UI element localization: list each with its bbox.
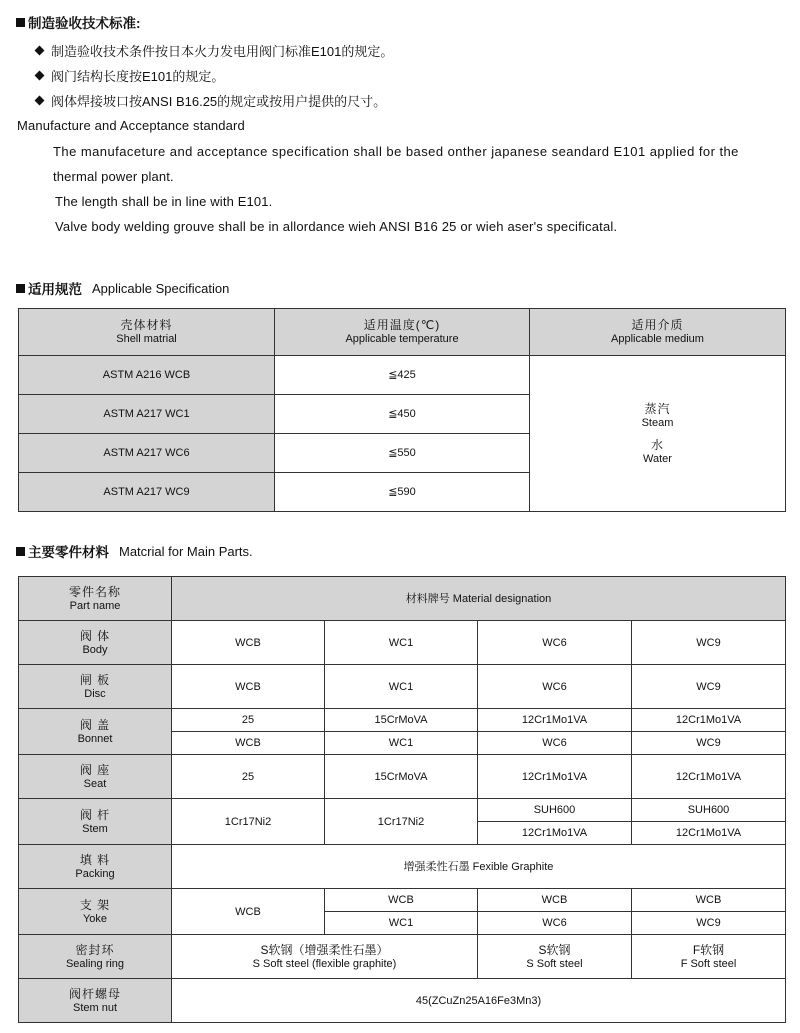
cell: SUH600 xyxy=(478,799,632,822)
cell: 12Cr1Mo1VA xyxy=(478,709,632,732)
part-seat xyxy=(19,755,172,799)
manufacture-en-line-4: Valve body welding grouve shall be in allordance wieh ANSI B16 25 or wieh aser's specificatal. xyxy=(55,219,618,234)
cell-cn: S软钢（增强柔性石墨） xyxy=(260,942,389,957)
cell: WC9 xyxy=(632,732,786,755)
part-en: Body xyxy=(82,643,108,656)
cell-en: F Soft steel xyxy=(680,957,737,970)
part-yoke xyxy=(19,889,172,935)
cell xyxy=(172,935,478,979)
manufacture-en-line-2: thermal power plant. xyxy=(53,169,174,184)
part-cn: 阀 体 xyxy=(79,628,111,643)
temperature-cell: ≦550 xyxy=(275,434,530,473)
part-en: Stem nut xyxy=(72,1001,118,1014)
header-cn: 适用温度(℃) xyxy=(363,318,441,332)
applicable-spec-table xyxy=(18,308,786,512)
header-shell-material xyxy=(19,309,275,356)
part-en: Seat xyxy=(83,777,107,790)
cell: 15CrMoVA xyxy=(325,755,478,799)
parts-title-en: Matcrial for Main Parts. xyxy=(119,543,253,559)
header-cn: 零件名称 xyxy=(68,584,121,599)
part-en: Yoke xyxy=(82,912,108,925)
cell: WCB xyxy=(172,665,325,709)
bullet-text: 制造验收技术条件按日本火力发电用阀门标准E101的规定。 xyxy=(51,44,394,59)
cell: 25 xyxy=(172,755,325,799)
medium-cell xyxy=(530,356,786,512)
cell: 12Cr1Mo1VA xyxy=(632,822,786,845)
part-en: Stem xyxy=(82,822,108,835)
manufacture-title xyxy=(16,12,141,32)
cell: WC9 xyxy=(632,621,786,665)
cell: WCB xyxy=(325,889,478,912)
cell-cn: F软钢 xyxy=(692,942,725,957)
part-cn: 支 架 xyxy=(79,897,111,912)
header-cn: 适用介质 xyxy=(631,318,684,332)
cell: WC9 xyxy=(632,665,786,709)
parts-title-cn: 主要零件材料 xyxy=(28,545,109,560)
cell-en: S Soft steel xyxy=(526,957,583,970)
part-disc xyxy=(19,665,172,709)
water-cn: 水 xyxy=(650,437,664,452)
diamond-bullet-icon xyxy=(35,96,45,106)
temperature-cell: ≦450 xyxy=(275,395,530,434)
part-stem xyxy=(19,799,172,845)
parts-title xyxy=(16,541,253,561)
part-sealing-ring xyxy=(19,935,172,979)
square-bullet-icon xyxy=(16,547,25,556)
header-en: Shell matrial xyxy=(116,333,177,345)
manufacture-title-text: 制造验收技术标准: xyxy=(28,16,141,31)
manufacture-en-line-1: The manufaceture and acceptance specification shall be based onther japanese seandard E101 applied for the xyxy=(53,144,739,159)
cell: WCB xyxy=(172,889,325,935)
applicable-title xyxy=(16,278,229,298)
cell: WC1 xyxy=(325,621,478,665)
part-packing xyxy=(19,845,172,889)
applicable-title-cn: 适用规范 xyxy=(28,282,82,297)
main-parts-table xyxy=(18,576,786,1023)
bullet-text: 阀门结构长度按E101的规定。 xyxy=(51,69,225,84)
cell: WCB xyxy=(478,889,632,912)
part-stem-nut xyxy=(19,979,172,1023)
cell xyxy=(478,935,632,979)
part-cn: 阀 座 xyxy=(79,762,111,777)
temperature-cell: ≦590 xyxy=(275,473,530,512)
header-en: Part name xyxy=(69,599,121,612)
part-cn: 阀 杆 xyxy=(79,807,111,822)
part-cn: 填 料 xyxy=(79,852,111,867)
manufacture-en-title: Manufacture and Acceptance standard xyxy=(17,118,245,133)
cell: 45(ZCuZn25A16Fe3Mn3) xyxy=(172,979,786,1023)
material-designation-header: 材料牌号 Material designation xyxy=(172,577,786,621)
cell: WC6 xyxy=(478,621,632,665)
cell: 15CrMoVA xyxy=(325,709,478,732)
cell: 1Cr17Ni2 xyxy=(325,799,478,845)
cell: SUH600 xyxy=(632,799,786,822)
part-cn: 阀杆螺母 xyxy=(68,986,121,1001)
cell: WC9 xyxy=(632,912,786,935)
cell: WC6 xyxy=(478,665,632,709)
cell xyxy=(632,935,786,979)
manufacture-bullet-3 xyxy=(36,91,386,110)
cell: 1Cr17Ni2 xyxy=(172,799,325,845)
cell: WCB xyxy=(632,889,786,912)
cell: WC6 xyxy=(478,912,632,935)
part-body xyxy=(19,621,172,665)
cell: 25 xyxy=(172,709,325,732)
manufacture-en-line-3: The length shall be in line with E101. xyxy=(55,194,273,209)
steam-en: Steam xyxy=(641,416,674,429)
applicable-title-en: Applicable Specification xyxy=(92,280,230,296)
manufacture-bullet-1 xyxy=(36,41,393,60)
cell: WC1 xyxy=(325,732,478,755)
header-en: Applicable temperature xyxy=(345,333,459,345)
header-en: Applicable medium xyxy=(611,333,704,345)
cell: 12Cr1Mo1VA xyxy=(632,755,786,799)
part-en: Disc xyxy=(84,687,106,700)
square-bullet-icon xyxy=(16,284,25,293)
cell-en: S Soft steel (flexible graphite) xyxy=(252,957,397,970)
material-cell: ASTM A217 WC6 xyxy=(19,434,275,473)
part-name-header xyxy=(19,577,172,621)
cell: WC1 xyxy=(325,665,478,709)
diamond-bullet-icon xyxy=(35,46,45,56)
cell-cn: S软钢 xyxy=(538,942,571,957)
header-temperature xyxy=(275,309,530,356)
water-en: Water xyxy=(643,452,672,465)
bullet-text: 阀体焊接坡口按ANSI B16.25的规定或按用户提供的尺寸。 xyxy=(51,94,387,109)
material-cell: ASTM A216 WCB xyxy=(19,356,275,395)
diamond-bullet-icon xyxy=(35,71,45,81)
cell: WCB xyxy=(172,732,325,755)
cell: 12Cr1Mo1VA xyxy=(632,709,786,732)
temperature-cell: ≦425 xyxy=(275,356,530,395)
cell: 12Cr1Mo1VA xyxy=(478,822,632,845)
material-cell: ASTM A217 WC1 xyxy=(19,395,275,434)
cell: 12Cr1Mo1VA xyxy=(478,755,632,799)
square-bullet-icon xyxy=(16,18,25,27)
part-en: Packing xyxy=(75,867,115,880)
manufacture-bullet-2 xyxy=(36,66,224,85)
cell: WCB xyxy=(172,621,325,665)
header-cn: 壳体材料 xyxy=(120,318,173,332)
part-cn: 阀 盖 xyxy=(79,717,111,732)
header-medium xyxy=(530,309,786,356)
part-en: Bonnet xyxy=(77,732,113,745)
part-bonnet xyxy=(19,709,172,755)
material-cell: ASTM A217 WC9 xyxy=(19,473,275,512)
part-cn: 闸 板 xyxy=(79,672,111,687)
cell: 增强柔性石墨 Fexible Graphite xyxy=(172,845,786,889)
cell: WC6 xyxy=(478,732,632,755)
part-cn: 密封环 xyxy=(75,942,115,957)
steam-cn: 蒸汽 xyxy=(644,401,671,416)
cell: WC1 xyxy=(325,912,478,935)
part-en: Sealing ring xyxy=(65,957,125,970)
